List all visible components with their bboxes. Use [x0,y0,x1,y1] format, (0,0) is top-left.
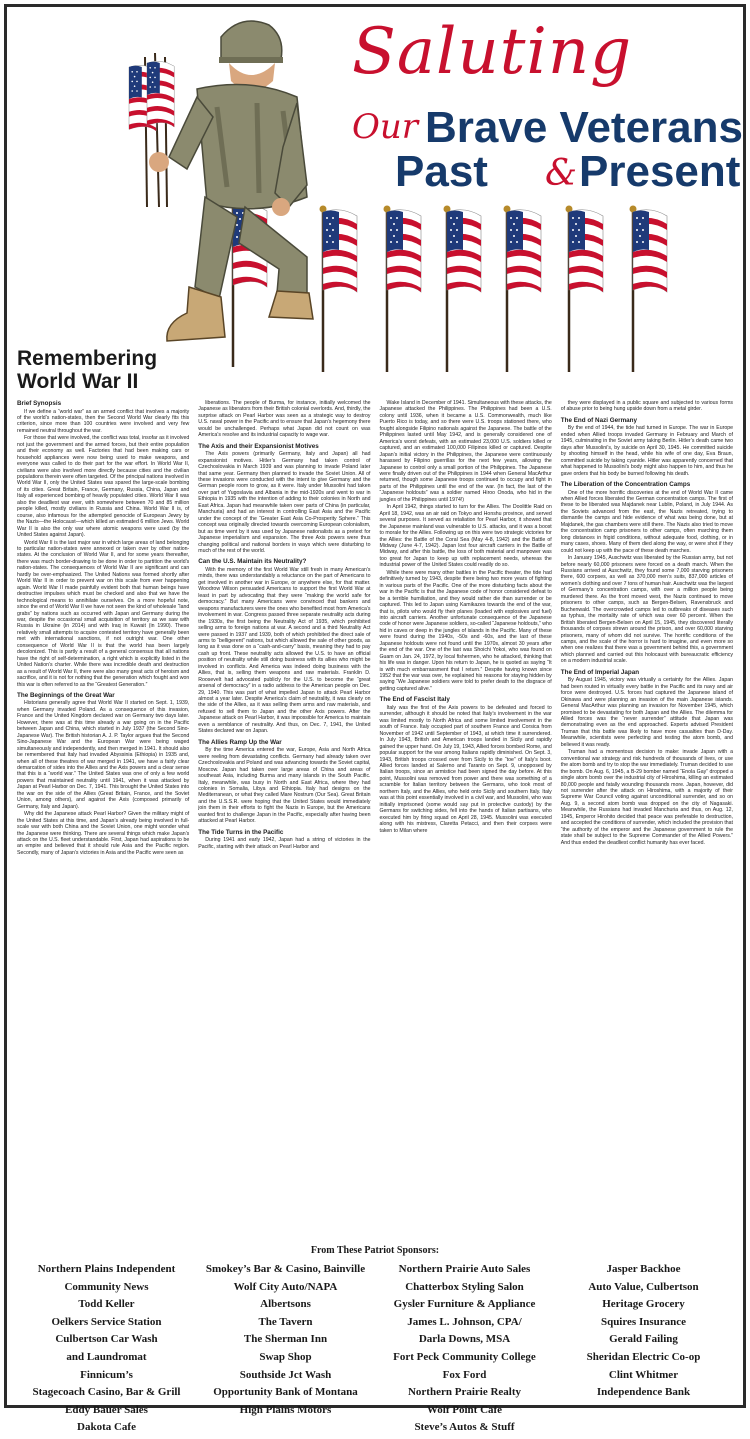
sponsor-name: Smokey’s Bar & Casino, Bainville [205,1263,366,1275]
article-paragraph: One of the more horrific discoveries at the end of World War II came when Allied forces liberated the German concentration camps. The first of these to be liberated was Majdanek near Lublin, Poland, in July 1944. As the Soviets advanced from the east, the Nazis retreated, trying to dismantle the camps and hide evidence of what was being done, but at Majdanek, the gas chambers were still there. The Nazis also tried to move the concentration camp prisoners to other camps, often marching them long distances in frigid conditions, without adequate food, clothing, or in many cases, shoes. Many of them died along the way, or were shot if they could not keep up with the pace of these death marches. [560,489,733,554]
sponsor-name: and Laundromat [66,1350,147,1363]
sponsor-column [554,1263,733,1439]
article-paragraph: By the end of 1944, the tide had turned in Europe. The war in Europe ended when Allied troops invaded Germany in February and March of 1945, culminating in the Soviet army taking Berlin. Hitler’s death came two days after Mussolini’s, by suicide on April 30, 1945. He committed suicide by shooting himself in the head, while his wife of one day, Eva Braun, committed suicide by taking cyanide. Hitler was apparently concerned that what happened to Mussolini’s body might also happen to him, and thus he gave orders that his body be burned following his death. [560,425,733,477]
sponsor-name: Fox Ford [442,1368,487,1381]
article-subheading: The Liberation of the Concentration Camps [560,481,691,489]
article-subheading: The Axis and their Expansionist Motives [198,442,319,450]
sponsor-name: Northern Plains Independent [37,1263,176,1275]
article-paragraph: they were displayed in a public square and subjected to various forms of abuse prior to being hung upside down from a metal girder. [560,400,733,413]
article-paragraph: While there were many other battles in the Pacific theater, the tide had definitively turned by 1943, despite there being two more years of fighting in various parts of the Pacific. One of the more disturbing facts about the war in the Pacific is that the Japanese code of honor considered defeat to be a terrible humiliation, and they would rather die than surrender or be captured. This led to Japan using Kamikazes towards the end of the war, that is, pilots who would fly their planes (loaded with explosives and fuel) into aircraft carriers. Another unfortunate consequence of the Japanese code of honor were Japanese soldiers, so-called “Japanese holdouts,” who hid in caves or deep in the jungles of islands in the Pacific. Many of these were found during the 1940s, -50s and -60s, and the last of these Japanese holdouts were not found until the 1970s, almost 30 years after the end of the war. One of the last was Shoichi Yokoi, who was found on Guam on Jan. 24, 1972, by local fishermen, who he attacked, thinking that his life was in danger. Upon his return to Japan, he is quoted as saying “It is with much embarrassment that I return.” Despite having known since 1952 that the war was over, he explained his reasons for staying hidden by saying “We Japanese soldiers were told to prefer death to the disgrace of getting captured alive.” [379,569,552,692]
sponsor-name: Stagecoach Casino, Bar & Grill [32,1386,181,1399]
sponsor-name: Finnicum’s [80,1368,133,1381]
sponsor-name: Wolf Point Cafe [426,1403,503,1416]
sponsor-name: Northern Prairie Realty [407,1386,521,1399]
article-paragraph: The Axis powers (primarily Germany, Italy and Japan) all had expansionist motives. Hitler’s Germany had taken control of Czechoslovakia in March 1939 and was planning to invade Poland later that same year. Germany then planned to invade the Soviet Union. All of these invasions were conducted with the intent to give Germany and the German people room to grow, as it were. Italy under Mussolini had taken over part of Yugoslavia and Albania in the mid-1920s and went to war in Ethiopia in 1935 with the intention of adding to their colonies in North and East Africa. Japan had meanwhile taken over parts of China (in particular, Manchuria) and had an interest in controlling East Asia and the Pacific under the concept of the “Greater East Asia Co-Prosperity Sphere.” This concept was originally directed towards overcoming European colonialism, but as time went by it was used by Japanese nationalists as a pretext for Japanese imperialism and expansion. The three Axis powers were thus changing political and national borders in ways which were disturbing to much of the rest of the world. [198,451,371,555]
article-subheading: The End of Imperial Japan [560,668,640,676]
sponsor-name: Gerald Failing [609,1333,678,1346]
sponsor-name: Gysler Furniture & Appliance [393,1298,536,1311]
article-paragraph: By August 1945, victory was virtually a certainty for the Allies. Japan had been routed in virtually every battle in the Pacific and its navy and air force were destroyed. U.S. forces had captured the Japanese island of Okinawa and were planning an invasion of the main Japanese islands. General MacArthur was planning an invasion for November 1945, which promised to be devastating for both Japan and the Allies. The dilemma for Allied forces was the “never surrender” attitude that Japan was demonstrating even as the end approached. Experts advised President Truman that this battle was likely to have more casualties than D-Day. Meanwhile, scientists were perfecting and testing the atom bomb, and believed it was ready. [560,677,733,748]
sponsor-name: Dakota Cafe [77,1421,136,1434]
article-column-1 [17,400,189,1240]
article-subheading: The Allies Ramp Up the War [198,738,282,746]
article-subheading: The Beginnings of the Great War [17,691,115,699]
article-paragraph: If we define a “world war” as an armed conflict that involves a majority of the world’s nation-states, then the Second World War clearly fits this criterion, since more than 100 countries were involved and very few remained neutral throughout the war. [17,408,190,434]
article-paragraph: Italy was the first of the Axis powers to be defeated and forced to surrender, although it should be noted that Italy’s involvement in the war was limited mostly to North Africa and some limited involvement in the south of France. Italy occupied part of southern France and Corsica from November of 1942 until September of 1943, at which time it surrendered. In July 1943, British and American troops landed in Sicily and rapidly gained the upper hand. On July 19, 1943, Allied forces bombed Rome, and popular support for the war among Italians rapidly diminished. On Sept. 3, 1943, British troops crossed over from Sicily to the “toe” of Italy’s boot. Allied forces landed at Salerno and Taranto on Sept. 9, unopposed by Italian troops, since an armistice had been signed the day before. At this point, Mussolini was removed from power and there was something of a scramble for Italian territory between the Germans, who took most of northern Italy, and the Allies, who held onto Sicily and southern Italy. Italy was at this point essentially involved in a civil war, and Mussolini, who was initially imprisoned (some would say put in protective custody) by the Germans for switching sides, fell into the hands of Italian partisans, who executed him by firing squad on April 28, 1945. Mussolini was executed along with his mistress, Claretta Petacci, and then their corpses were taken to Milan where [379,704,552,834]
article-paragraph: For those that were involved, the conflict was total, insofar as it involved not just the government and the armed forces, but their entire population and their economy as well. Factories that had been making cars or household appliances were now being used to make weapons, and everyone was called to do their part for the war effort. In World War II, civilians were also involved more directly because cities and the civilian populations therein were often targeted. Of the principal nations involved in World War II, only the United States was spared the large-scale bombing of its cities. Great Britain, France, Germany, Russia, China, Japan and Italy all experienced bombing of heavily populated cities. World War II was also the deadliest war ever, with somewhere between 70 and 85 million people killed, mostly civilians in Russia and China. World War II is, of course, also infamous for the attempted genocide of European Jewry by the Nazis—the Holocaust—which killed an estimated 6 million Jews. World War II is also the only war where atomic weapons were used (by the United States against Japan). [17,435,190,539]
article-paragraph: Historians generally agree that World War II started on Sept. 1, 1939, when Germany invaded Poland. As a consequence of this invasion, France and the United Kingdom declared war on Germany two days later. However, there was at this time already a war going on in the Pacific between Japan and China, which started in July 1937 (the Second Sino-Japanese War). The British historian A. J. P. Taylor argues that the Second Sino-Japanese War and the European War were being waged simultaneously and independently, and then merged in 1941. It should also be remembered that Italy had invaded Abyssinia (Ethiopia) in 1935 and, when all of these theatres of war merged in 1941, we have a fairly clear demarcation of sides into the Allies and the Axis powers and a clear sense that this is a “world war.” The United States was one of only a few world powers that maintained neutrality until 1941, when it was attacked by Japan at Pearl Harbor on Dec. 7, 1941. This brought the United States into the war on the side of the Allies (Great Britain, France, and the Soviet Union, among others), and against the Axis (composed primarily of Germany, Italy and Japan). [17,700,190,810]
sponsor-name: Opportunity Bank of Montana [213,1386,358,1399]
sponsor-name: Todd Keller [78,1298,135,1311]
sponsor-name: The Sherman Inn [243,1333,328,1346]
sponsor-name: Independence Bank [596,1386,691,1399]
sponsors-list [17,1263,733,1439]
article-subheading: Brief Synopsis [17,400,62,407]
article-column-4 [561,400,733,1240]
title-brave-veterans: Brave Veterans [425,103,743,152]
sponsor-name: Swap Shop [259,1350,312,1363]
article-paragraph: In April 1942, things started to turn for the Allies. The Doolittle Raid on April 18, 1942, was an air raid on Tokyo and Honshu province, and served several purposes. It served as retaliation for Pearl Harbor, it showed that the Japanese mainland was vulnerable to U.S. attacks, and it was a boost to morale for the Allies. Following up on this were two strategic victories for the Allies: the Battle of the Coral Sea (May 4-8, 1942) and the Battle of Midway (June 4-7, 1942). Japan lost four aircraft carriers in the Battle of Midway, and after this battle, the loss of both material and manpower was too great for Japan to keep up with replacement needs, whereas the industrial power of the United States could readily do so. [379,504,552,569]
article-paragraph: liberations. The people of Burma, for instance, initially welcomed the Japanese as liberators from their British colonial overlords. And, thirdly, the surprise attack on Pearl Harbor was seen as a strategic way to destroy U.S. naval power in the Pacific and to ensure that Japan’s hegemony there would be unchallenged. Perhaps what Japan did not count on was America’s resolve and its industrial capacity to wage war. [198,400,371,439]
article-paragraph: During 1941 and early 1942, Japan had a string of victories in the Pacific, starting with their attack on Pearl Harbor and [198,837,371,850]
sponsor-name: Southside Jct Wash [239,1368,332,1381]
article-paragraph: World War II is the last major war in which large areas of land belonging to particular nation-states were annexed or taken over by other nation-states. At the conclusion of World War II, and for some years thereafter, there was much border-drawing to be done in order to partition the world’s nation-states. The consequences of World War II are significant and can hardly be over-emphasized. The United Nations was formed shortly after World War II in order to prevent war on this scale from ever happening again. World War II made painfully evident both that human beings have destructive impulses which must be checked and also that we have the technological means to annihilate ourselves. On a more hopeful note, since the end of World War II we have not seen the kind of wholesale “land grabs” by nations such as occurred with Japan and Germany during the war, despite the occasional small acquisition of territory as we saw with Russia in Ukraine (in 2014) and with Iraq in Kuwait (in 1990). These relatively small attempts to acquire contested territory have generally been met with international sanctions, if not outright war. One other consequence of World War II is that the world has been largely decolonized. This is partly a result of a general consensus that all nations have the right of self-determination, a right which is explicitly listed in the United Nation’s charter. While there was incredible death and destruction as a result of World War II, there were also many great acts of heroism and sacrifice, and it is not for nothing that the generation which fought and won this war is often referred to as the “Greatest Generation.” [17,539,190,688]
section-title [17,347,157,393]
sponsor-column [196,1263,375,1439]
article-column-2 [198,400,370,1240]
sponsor-name: The Tavern [258,1315,313,1328]
article-columns [17,400,733,1240]
sponsor-name: Squires Insurance [600,1315,687,1328]
sponsor-name: Fort Peck Community College [393,1350,536,1363]
sponsor-name: Sheridan Electric Co-op [586,1350,701,1363]
sponsor-name: Steve’s Autos & Stuff [414,1421,515,1434]
sponsor-name: Heritage Grocery [602,1298,685,1311]
sponsor-name: Chatterbox Styling Salon [405,1280,524,1293]
sponsor-name: Wolf City Auto/NAPA [233,1280,338,1293]
title-saluting: Saluting [352,15,633,89]
article-paragraph: In January 1945, Auschwitz was liberated by the Russian army, but not before nearly 60,000 prisoners were forced on a death march. When the Russians arrived at Auschwitz, they found some 7,000 starving prisoners there, 600 corpses, as well as 370,000 men’s suits, 837,000 articles of women’s clothing and over 7 tons of human hair. Auschwitz was the largest of Germany’s concentration camps, with over a million people being murdered there. As the front moved west, the Nazis continued to move prisoners to other camps, such as Bergen-Belsen, Ravensbruck and Buchenwald. The overcrowded camps led to outbreaks of diseases such as typhus, the mortality rate of which was over 60 percent. When the British liberated Bergen-Belsen on April 15, 1945, they discovered literally thousands of corpses strewn around the prison, and over 60,000 starving prisoners, many of whom did not survive. The horrific conditions of the camps, and the scale of the horror is hard to imagine, and even more so when one realizes that there was a government behind this, a government which planned and carried out this holocaust with bureaucratic efficiency on a modern industrial scale. [560,555,733,665]
article-subheading: The End of Fascist Italy [379,696,450,704]
article-paragraph: By the time America entered the war, Europe, Asia and North Africa were reeling from devastating conflicts. Germany had already taken over Czechoslovakia and Poland and was advancing towards the Soviet capital, Moscow. Japan had taken over large areas of China and areas of southeast Asia, including Burma and many islands in the South Pacific. Italy, meanwhile, was busy in North and East Africa, where they had colonies in Somalia, Libya and Ethiopia. Italy had designs on the Mediterranean, or what they called Mare Nostrum (Our Sea). Great Britain and the U.S.S.R. were hoping that the United States would immediately join them in their efforts to fight the Nazis in Europe, but the Americans wanted first to challenge Japan in the Pacific, especially after having been attacked at Pearl Harbor. [198,747,371,825]
page [4,4,746,1434]
title-our: Our [352,107,419,147]
sponsor-name: Jasper Backhoe [606,1263,681,1275]
sponsor-name: Clint Whitmer [608,1368,679,1381]
article-paragraph: With the memory of the first World War still fresh in many American’s minds, there was understandably a reluctance on the part of Americans to get involved in another war in Europe, or anywhere else, for that matter. Woodrow Wilson persuaded Americans to support the first World War at least in part by advocating that they were “making the world safe for democracy.” But many Americans were convinced that bankers and weapons manufacturers were the ones who benefited most from America’s involvement in war. Congress passed three separate neutrality acts during the 1930s, the first being the Neutrality Act of 1935, which prohibited selling arms to foreign nations at war. A second and a third Neutrality Act were passed in 1937 and 1939, both of which prohibited the direct sale of arms to “belligerent” nations, but which allowed the sale of other goods, as long as it was done on a “cash-and-carry” basis, meaning they had to pay cash up front. These neutrality acts allowed the U.S. to have an official position of neutrality while still doing business with its allies who might be involved in conflicts. And America was indeed doing business with the Allies, that is, selling them weapons and raw materials. Franklin D. Roosevelt had advocated publicly for the U.S. to become the “great arsenal of democracy” in a radio address to the American people on Dec. 29, 1940. This was part of what impelled Japan to attack Pearl Harbor almost a year later. Despite America’s claim of neutrality, it was clearly on the side of the Allies, as it was selling them arms and raw materials, and refused to sell them to Japan and the other Axis powers. After the Japanese attack on Pearl Harbor, it was impossible for America to maintain even a semblance of neutrality. And thus, on Dec. 7, 1941, the United States declared war on Japan. [198,566,371,735]
article-paragraph: Why did the Japanese attack Pearl Harbor? Given the military might of the United States at this time, and Japan’s already being involved in full-scale war with both China and the Soviet Union, one might wonder what the Japanese were thinking. There are several things which make Japan’s attack on the U.S. fleet understandable. First, Japan had aspirations to be an empire and believed that it should rule Asia and the Pacific region. Secondly, many of Japan’s victories in Asia and the Pacific were seen as [17,811,190,856]
sponsor-name: Auto Value, Culbertson [588,1280,699,1293]
sponsor-column [17,1263,196,1439]
sponsor-name: Eddy Bauer Sales [65,1403,148,1416]
article-paragraph: Wake Island in December of 1941. Simultaneous with these attacks, the Japanese attacked the Philippines. The Philippines had been a U.S. colony until 1936, when it became a U.S. Commonwealth, much like Puerto Rico is today, and so there were U.S. troops stationed there, who fought alongside Filipino nationals against the Japanese. The battle of the Philippines lasted until May 1942, and is generally considered one of America’s worst defeats, with an estimated 23,000 U.S. soldiers killed or captured, and an estimated 100,000 Filipinos killed or captured. Despite Japan’s initial victory in the Philippines, the Japanese were continuously harassed by Filipino guerrillas for the next few years, allowing the Japanese to control only a small portion of the Philippines. The Japanese were finally driven out of the Philippines in 1944 when General MacArthur returned, though some Japanese troops continued to occupy and fight in parts of the Philippines until the end of the war. (In fact, the last of the “Japanese holdouts” was a soldier named Hiroo Onoda, who hid in the jungles of the Philippines until 1974!) [379,400,552,503]
section-title-line1: Remembering [17,347,158,370]
title-ampersand: & [545,153,578,194]
article-subheading: The Tide Turns in the Pacific [198,828,284,836]
article-subheading: The End of Nazi Germany [560,416,638,424]
sponsor-name: Albertsons [260,1298,311,1311]
title-past: Past [395,147,488,196]
sponsor-column [375,1263,554,1439]
section-title-line2: World War II [17,370,139,393]
article-column-3 [380,400,552,1240]
sponsor-name: Darla Downs, MSA [418,1333,511,1346]
title-present: Present [579,147,741,196]
sponsor-name: Oelkers Service Station [51,1315,162,1328]
article-subheading: Can the U.S. Maintain its Neutrality? [198,558,307,566]
article-paragraph: Truman had a momentous decision to make: invade Japan with a conventional war strategy and risk hundreds of thousands of lives, or use the atom bomb and try to stop the war immediately. Truman decided to use the bomb. On Aug. 6, 1945, a B-29 bomber named “Enola Gay” dropped a single atom bomb over the industrial city of Hiroshima, killing an estimated 80,000 people and fatally wounding thousands more. Japan, however, did not surrender after the attack on Hiroshima, with a majority of their Supreme War Council voting against unconditional surrender, and so on Aug. 9, a second atom bomb was dropped on the city of Nagasaki. Meanwhile, the Russians had invaded Manchuria and thus, on Aug. 12, 1945, Emperor Hirohito decided that peace was preferable to destruction, and accepted the conditions of surrender, which included the provision that “the authority of the emperor and the Japanese government to rule the state shall be subject to the Supreme Commander of the Allied Powers.” And thus ended the deadliest conflict humanity has ever faced. [560,749,733,846]
sponsor-name: High Plains Motors [239,1403,332,1416]
sponsor-name: Culbertson Car Wash [55,1333,158,1346]
sponsor-name: Community News [64,1280,149,1293]
sponsors-heading: From These Patriot Sponsors: [310,1245,440,1256]
sponsor-name: James L. Johnson, CPA/ [407,1315,522,1328]
sponsor-name: Northern Prairie Auto Sales [398,1263,531,1275]
held-flags [129,53,174,207]
